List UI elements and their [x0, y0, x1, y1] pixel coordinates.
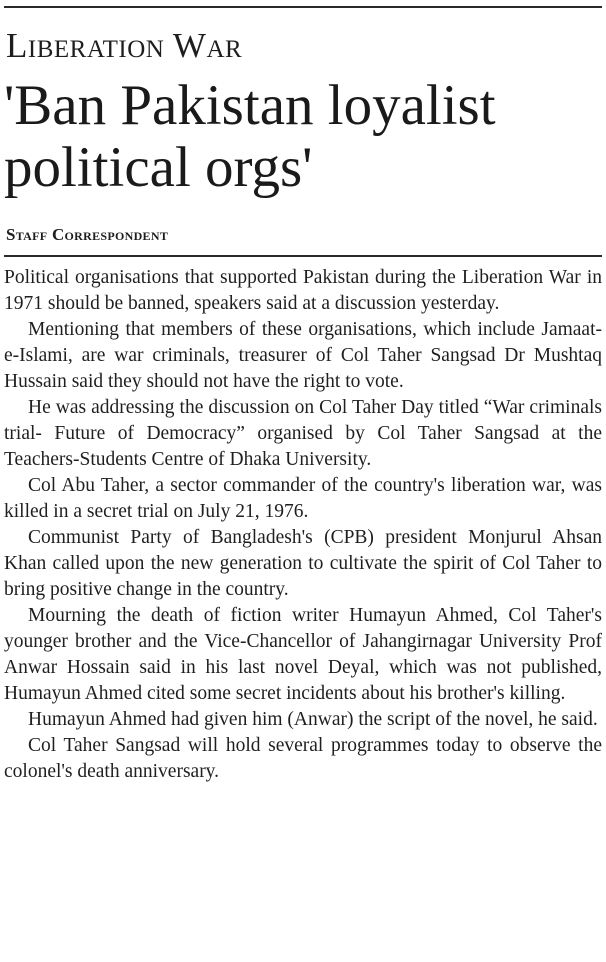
paragraph-8: Col Taher Sangsad will hold several programmes today to observe the colonel's death anniversary. [4, 735, 602, 782]
paragraph-2: Mentioning that members of these organisations, which include Jamaat-e-Islami, are war criminals, treasurer of Col Taher Sangsad Dr Mushtaq Hussain said they should not have the right to vote. [4, 319, 602, 392]
paragraph-6: Mourning the death of fiction writer Humayun Ahmed, Col Taher's younger brother and the Vice-Chancellor of Jahangirnagar University Prof Anwar Hossain said in his last novel Deyal, which was not published, Humayun Ahmed cited some secret incidents about his brother's killing. [4, 605, 602, 704]
article-body [4, 265, 602, 785]
paragraph-5: Communist Party of Bangladesh's (CPB) president Monjurul Ahsan Khan called upon the new generation to cultivate the spirit of Col Taher to bring positive change in the country. [4, 527, 602, 600]
byline-rule [4, 255, 602, 257]
paragraph-1: Political organisations that supported Pakistan during the Liberation War in 1971 should be banned, speakers said at a discussion yesterday. [4, 267, 602, 314]
headline: 'Ban Pakistan loyalist political orgs' [4, 74, 496, 199]
byline: Staff Correspondent [6, 225, 169, 244]
top-rule [4, 6, 602, 8]
section-kicker: Liberation War [6, 26, 243, 65]
paragraph-7: Humayun Ahmed had given him (Anwar) the script of the novel, he said. [28, 709, 598, 730]
paragraph-4: Col Abu Taher, a sector commander of the country's liberation war, was killed in a secret trial on July 21, 1976. [4, 475, 602, 522]
paragraph-3: He was addressing the discussion on Col Taher Day titled “War criminals trial- Future of Democracy” organised by Col Taher Sangsad at the Teachers-Students Centre of Dhaka University. [4, 397, 602, 470]
